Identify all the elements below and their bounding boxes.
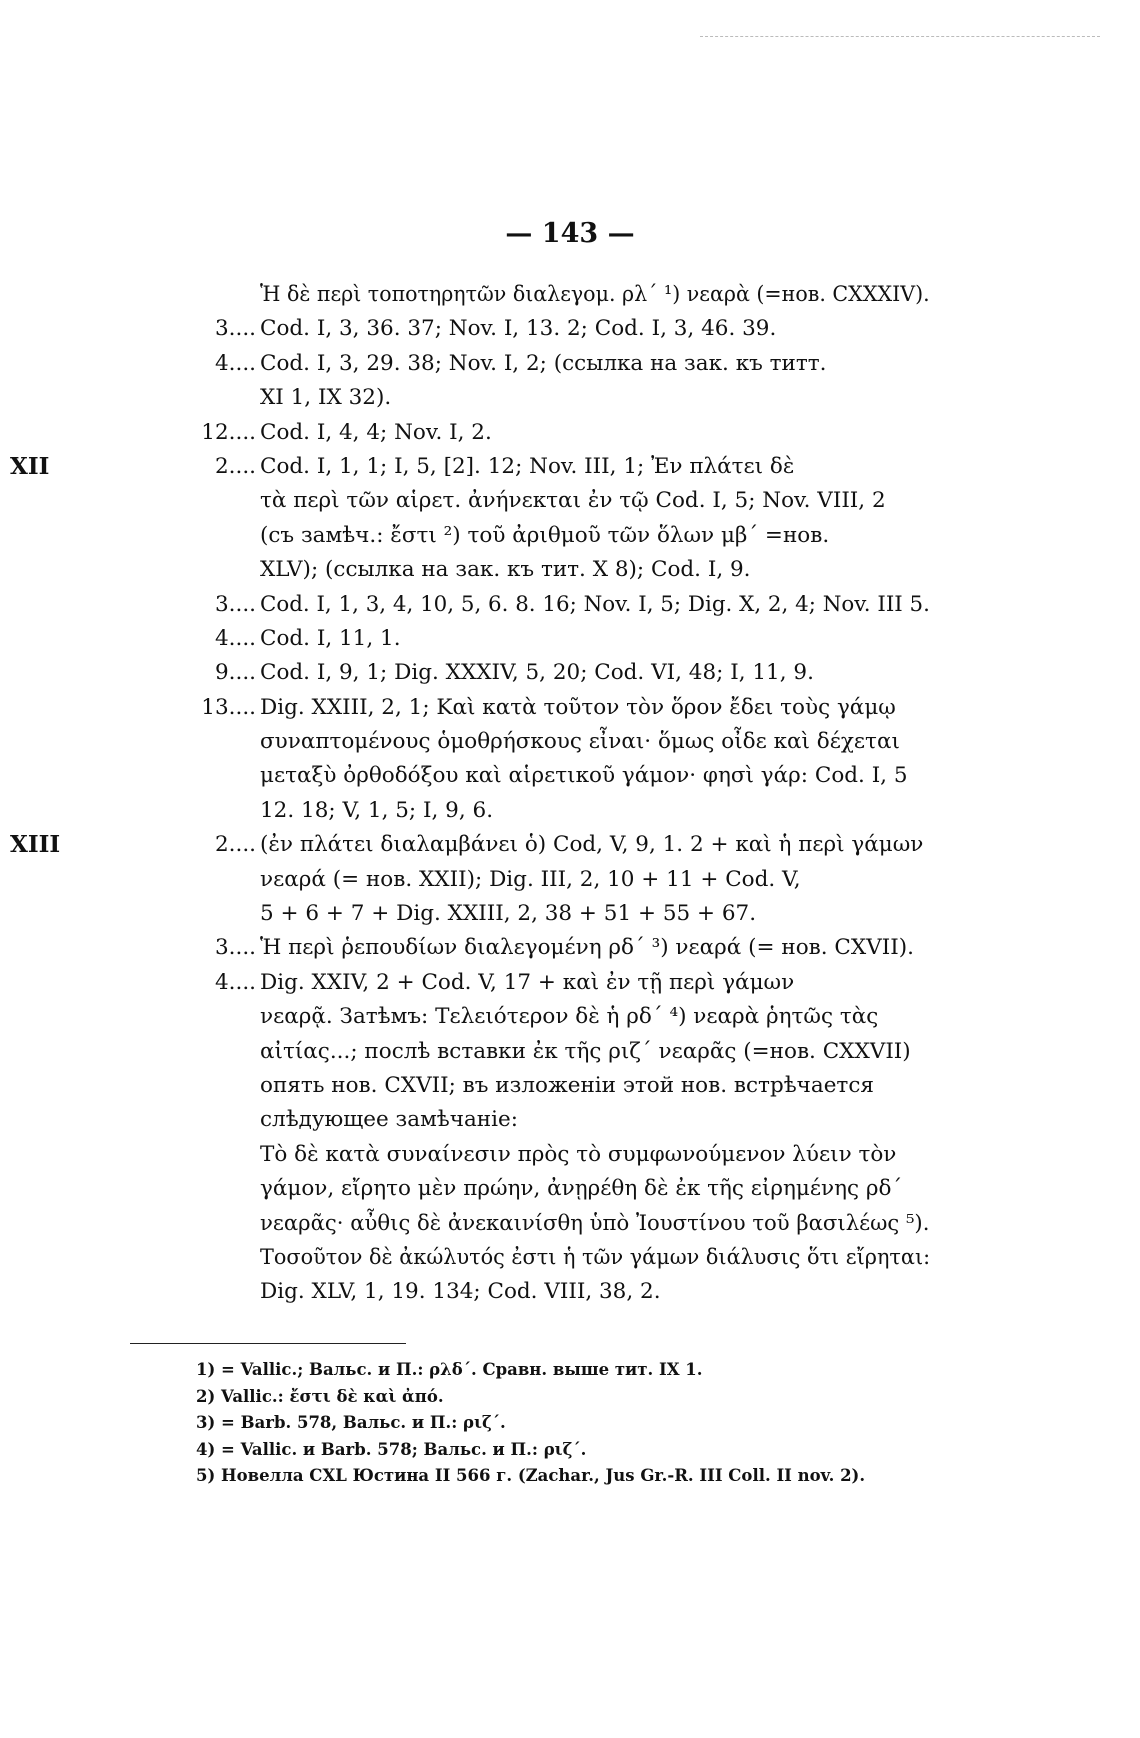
footnote-mark: 2) <box>196 1386 216 1406</box>
line-text: XI 1, IX 32). <box>260 385 392 411</box>
line-text: Ἡ δὲ περὶ τοποτηρητῶν διαλεγομ. ρλ´ ¹) νεαρὰ (=нов. CXXXIV). <box>260 282 930 307</box>
line-text: XLV); (ссылка на зак. къ тит. X 8); Cod. I, 9. <box>260 557 751 583</box>
footnotes <box>196 1357 956 1490</box>
footnote-mark: 4) <box>196 1439 216 1459</box>
line-text: Cod. I, 4, 4; Nov. I, 2. <box>260 419 492 445</box>
text-line <box>130 1000 930 1034</box>
footnote-separator <box>130 1343 406 1344</box>
text-line <box>130 725 930 759</box>
line-text: 5 + 6 + 7 + Dig. XXIII, 2, 38 + 51 + 55 + 67. <box>260 901 757 927</box>
footnote <box>196 1410 956 1437</box>
text-line <box>130 759 930 793</box>
line-text: Τοσοῦτον δὲ ἀκώλυτός ἐστι ἡ τῶν γάμων διάλυσις ὅτι εἴρηται: <box>260 1244 931 1270</box>
footnote <box>196 1384 956 1411</box>
text-line <box>130 1138 930 1172</box>
text-line <box>130 519 930 553</box>
text-line <box>130 691 930 725</box>
footnote-text: Новелла CXL Юстина II 566 г. (Zachar., Jus Gr.-R. III Coll. II nov. 2). <box>221 1466 866 1485</box>
line-text: Ἡ περὶ ῥεπουδίων διαλεγομένη ρδ´ ³) νεαρά (= нов. CXVII). <box>260 935 914 961</box>
item-number: 3.... <box>214 935 256 961</box>
line-text: νεαρᾷ. Затѣмъ: Τελειότερον δὲ ἡ ρδ´ ⁴) νεαρὰ ῥητῶς τὰς <box>260 1004 879 1030</box>
footnote-text: = Vallic. и Barb. 578; Вальс. и П.: ριζ´. <box>221 1439 587 1459</box>
footnote <box>196 1357 956 1384</box>
text-line <box>130 931 930 965</box>
text-line <box>130 1103 930 1137</box>
text-line <box>130 588 930 622</box>
text-line <box>130 1241 930 1275</box>
text-line <box>130 416 930 450</box>
footnote-mark: 3) <box>196 1413 216 1432</box>
text-line <box>130 1035 930 1069</box>
line-text: Dig. XXIV, 2 + Cod. V, 17 + καὶ ἐν τῇ περὶ γάμων <box>260 969 795 995</box>
item-number: 9.... <box>214 660 256 686</box>
text-line <box>130 312 930 346</box>
text-line <box>130 278 930 312</box>
text-line <box>130 553 930 587</box>
footnote-text: Vallic.: ἔστι δὲ καὶ ἀπό. <box>221 1386 444 1406</box>
text-line <box>130 1069 930 1103</box>
line-text: 12. 18; V, 1, 5; I, 9, 6. <box>260 797 494 823</box>
item-number: 4.... <box>214 969 256 995</box>
footnote <box>196 1437 956 1464</box>
footnote <box>196 1463 956 1490</box>
item-number: 4.... <box>214 350 256 376</box>
text-line <box>130 1207 930 1241</box>
item-number: 2.... <box>214 453 256 479</box>
line-text: Τὸ δὲ κατὰ συναίνεσιν πρὸς τὸ συμφωνούμενον λύειν τὸν <box>260 1141 897 1167</box>
main-text <box>10 278 931 1310</box>
item-number: 12.... <box>201 419 256 445</box>
text-line <box>130 656 930 690</box>
text-line <box>10 828 930 862</box>
line-text: Cod. I, 1, 3, 4, 10, 5, 6. 8. 16; Nov. I, 5; Dig. X, 2, 4; Nov. III 5. <box>260 591 930 617</box>
text-line <box>130 863 930 897</box>
footnote-text: = Vallic.; Вальс. и П.: ρλδ´. Сравн. выше тит. IX 1. <box>221 1360 703 1379</box>
line-text: (ἐν πλάτει διαλαμβάνει ὁ) Cod, V, 9, 1. 2 + καὶ ἡ περὶ γάμων <box>260 832 924 858</box>
text-line <box>130 794 930 828</box>
line-text: συναπτομένους ὁμοθρήσκους εἶναι· ὅμως οἶδε καὶ δέχεται <box>260 729 900 755</box>
line-text: νεαρά (= нов. XXII); Dig. III, 2, 10 + 11 + Cod. V, <box>260 866 801 892</box>
line-text: слѣдующее замѣчаніе: <box>260 1107 518 1133</box>
line-text: μεταξὺ ὀρθοδόξου καὶ αἱρετικοῦ γάμον· φησὶ γάρ: Cod. I, 5 <box>260 763 908 789</box>
line-text: αἰτίας...; послѣ вставки ἐκ τῆς ριζ´ νεαρᾶς (=нов. CXXVII) <box>260 1038 911 1064</box>
line-text: Cod. I, 3, 29. 38; Nov. I, 2; (ссылка на зак. къ титт. <box>260 350 827 376</box>
text-line <box>130 484 930 518</box>
line-text: Cod. I, 1, 1; I, 5, [2]. 12; Nov. III, 1; Ἐν πλάτει δὲ <box>260 453 795 479</box>
text-line <box>130 966 930 1000</box>
footnote-mark: 1) <box>196 1360 216 1379</box>
line-text: (съ замѣч.: ἔστι ²) τοῦ ἀριθμοῦ τῶν ὅλων μβ´ =нов. <box>260 522 830 548</box>
footnote-mark: 5) <box>196 1466 216 1485</box>
section-marker: XIII <box>10 831 61 859</box>
line-text: Dig. XXIII, 2, 1; Καὶ κατὰ τοῦτον τὸν ὅρον ἔδει τοὺς γάμῳ <box>260 694 896 720</box>
text-line <box>130 381 930 415</box>
item-number: 2.... <box>214 832 256 858</box>
line-text: опять нов. CXVII; въ изложеніи этой нов. встрѣчается <box>260 1072 874 1098</box>
text-line <box>130 347 930 381</box>
line-text: γάμον, εἴρητο μὲν πρώην, ἀνῃρέθη δὲ ἐκ τῆς εἰρημένης ρδ´ <box>260 1176 903 1202</box>
text-line <box>130 1172 930 1206</box>
page-number: — 143 — <box>505 218 635 249</box>
line-text: Cod. I, 3, 36. 37; Nov. I, 13. 2; Cod. I, 3, 46. 39. <box>260 316 777 342</box>
line-text: Cod. I, 11, 1. <box>260 625 401 651</box>
scan-edge-line <box>700 36 1100 37</box>
line-text: τὰ περὶ τῶν αἱρετ. ἀνήνεκται ἐν τῷ Cod. I, 5; Nov. VIII, 2 <box>260 488 886 514</box>
item-number: 3.... <box>214 591 256 617</box>
item-number: 4.... <box>214 625 256 651</box>
item-number: 13.... <box>201 694 256 720</box>
text-line <box>10 450 930 484</box>
text-line <box>130 622 930 656</box>
line-text: Cod. I, 9, 1; Dig. XXXIV, 5, 20; Cod. VI, 48; I, 11, 9. <box>260 660 814 686</box>
item-number: 3.... <box>214 316 256 342</box>
text-line <box>130 1275 930 1309</box>
line-text: νεαρᾶς· αὖθις δὲ ἀνεκαινίσθη ὑπὸ Ἰουστίνου τοῦ βασιλέως ⁵). <box>260 1210 930 1236</box>
section-marker: XII <box>10 452 50 480</box>
line-text: Dig. XLV, 1, 19. 134; Cod. VIII, 38, 2. <box>260 1279 661 1305</box>
footnote-text: = Barb. 578, Вальс. и П.: ριζ´. <box>221 1413 506 1432</box>
text-line <box>130 897 930 931</box>
